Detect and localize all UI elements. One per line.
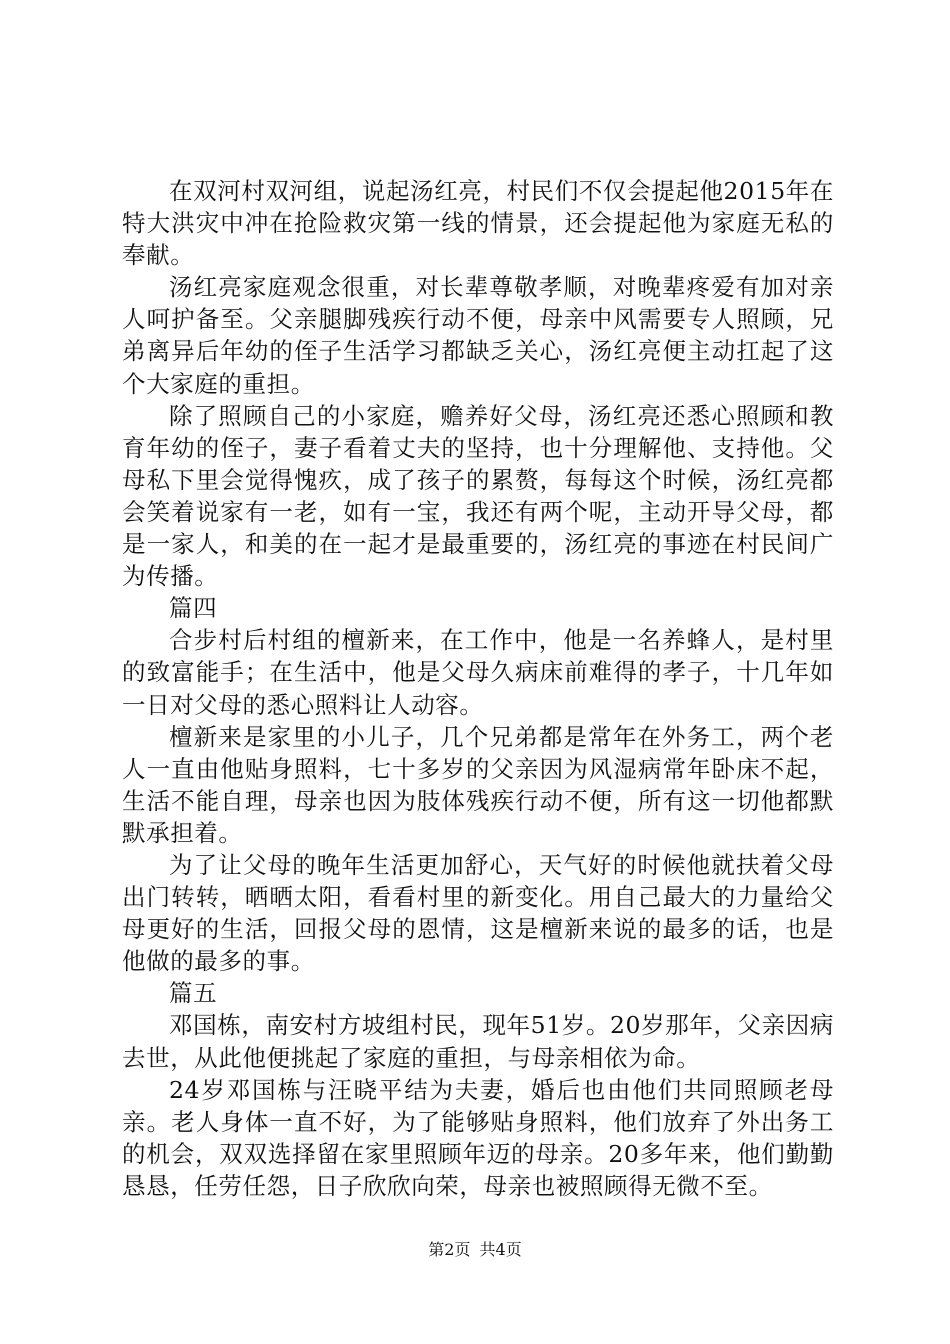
paragraph-7: 邓国栋，南安村方坡组村民，现年51岁。20岁那年，父亲因病去世，从此他便挑起了家庭的重担，与母亲相依为命。 [122,1011,834,1072]
paragraph-4: 合步村后村组的檀新来，在工作中，他是一名养蜂人，是村里的致富能手；在生活中，他是父母久病床前难得的孝子，十几年如一日对父母的悉心照料让人动容。 [122,626,834,719]
paragraph-3: 除了照顾自己的小家庭，赡养好父母，汤红亮还悉心照顾和教育年幼的侄子，妻子看着丈夫的坚持，也十分理解他、支持他。父母私下里会觉得愧疚，成了孩子的累赘，每每这个时候，汤红亮都会笑着说家有一老，如有一宝，我还有两个呢，主动开导父母，都是一家人，和美的在一起才是最重要的，汤红亮的事迹在村民间广为传播。 [122,401,834,591]
paragraph-2: 汤红亮家庭观念很重，对长辈尊敬孝顺，对晚辈疼爱有加对亲人呵护备至。父亲腿脚残疾行动不便，母亲中风需要专人照顾，兄弟离异后年幼的侄子生活学习都缺乏关心，汤红亮便主动扛起了这个大家庭的重担。 [122,273,834,398]
section-heading-5: 篇五 [169,979,218,1008]
paragraph-6: 为了让父母的晚年生活更加舒心，天气好的时候他就扶着父母出门转转，晒晒太阳，看看村里的新变化。用自己最大的力量给父母更好的生活，回报父母的恩情，这是檀新来说的最多的话，也是他做的最多的事。 [122,850,834,976]
page-footer [0,1240,950,1260]
document-body [122,175,834,1202]
page-number: 第2页 [428,1240,471,1259]
paragraph-8: 24岁邓国栋与汪晓平结为夫妻，婚后也由他们共同照顾老母亲。老人身体一直不好，为了能够贴身照料，他们放弃了外出务工的机会，双双选择留在家里照顾年迈的母亲。20多年来，他们勤勤恳恳，任劳任怨，日子欣欣向荣，母亲也被照顾得无微不至。 [122,1075,834,1200]
section-heading-4: 篇四 [169,594,218,623]
paragraph-5: 檀新来是家里的小儿子，几个兄弟都是常年在外务工，两个老人一直由他贴身照料，七十多岁的父亲因为风湿病常年卧床不起，生活不能自理，母亲也因为肢体残疾行动不便，所有这一切他都默默承担着。 [122,722,834,847]
paragraph-1: 在双河村双河组，说起汤红亮，村民们不仅会提起他2015年在特大洪灾中冲在抢险救灾第一线的情景，还会提起他为家庭无私的奉献。 [122,177,834,270]
page-total: 共4页 [479,1240,522,1259]
